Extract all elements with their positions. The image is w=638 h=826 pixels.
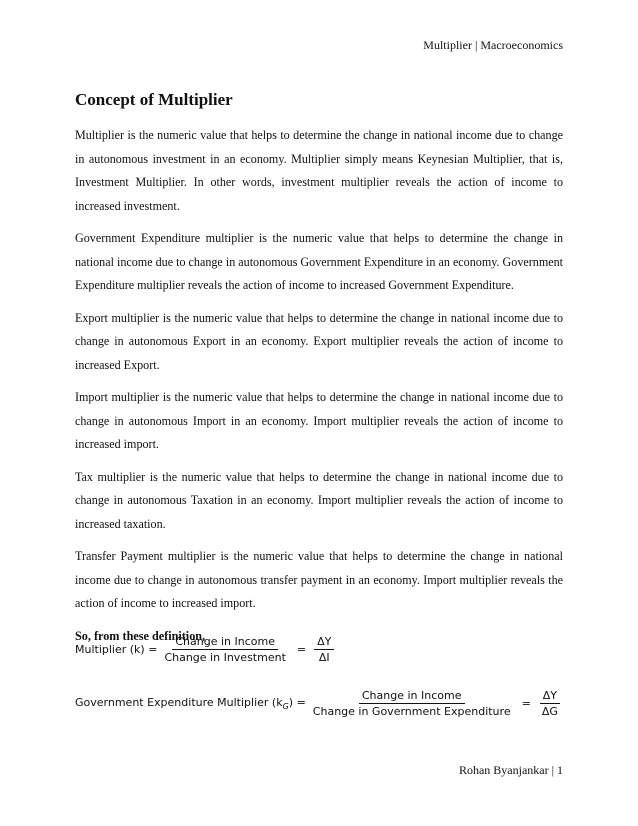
formula-label: Multiplier (k) =	[75, 643, 158, 656]
formula-fraction-delta	[314, 635, 334, 664]
formula-investment-multiplier	[75, 635, 338, 664]
paragraph-tax-multiplier: Tax multiplier is the numeric value that helps to determine the change in national income due to change in autonomous Taxation in an economy. Import multiplier reveals the action of income to increased taxation.	[75, 469, 563, 531]
formula-delta-denominator: ΔG	[541, 705, 558, 718]
formula-fraction-words	[310, 689, 514, 718]
formula-delta-numerator: ΔY	[540, 689, 560, 704]
formula-denominator: Change in Investment	[164, 651, 286, 664]
formula-fraction-delta	[539, 689, 561, 718]
formula-label: Government Expenditure Multiplier $(k_G)$ =	[75, 695, 306, 712]
formula-equals: =	[296, 643, 307, 656]
formula-delta-numerator: ΔY	[314, 635, 334, 650]
formula-government-multiplier	[75, 689, 565, 718]
paragraph-export-multiplier: Export multiplier is the numeric value that helps to determine the change in national income due to change in autonomous Export in an economy. Export multiplier reveals the action of income to increased Export.	[75, 310, 563, 372]
formula-equals: =	[521, 697, 531, 710]
page-footer: Rohan Byanjankar | 1	[458, 763, 563, 777]
formula-delta-denominator: ΔI	[318, 651, 330, 664]
formula-numerator: Change in Income	[359, 689, 465, 704]
formula-denominator: Change in Government Expenditure	[312, 705, 511, 718]
paragraph-government-multiplier: Government Expenditure multiplier is the numeric value that helps to determine the change in national income due to change in autonomous Government Expenditure in an economy. Government Expenditure multiplier reveals the action of income to increased Government Expenditure.	[75, 231, 563, 292]
paragraph-transfer-payment-multiplier: Transfer Payment multiplier is the numeric value that helps to determine the change in national income due to change in autonomous transfer payment in an economy. Import multiplier reveals the action of income to increased import.	[75, 549, 563, 610]
formula-numerator: Change in Income	[172, 635, 278, 650]
definitions-lead-in: So, from these definition,	[75, 628, 206, 643]
formula-subscript: G	[282, 702, 289, 712]
paragraph-investment-multiplier: Multiplier is the numeric value that helps to determine the change in national income due to change in autonomous investment in an economy. Multiplier simply means Keynesian Multiplier, that is, Investment Multiplier. In other words, investment multiplier reveals the action of income to increased investment.	[75, 128, 563, 213]
document-body	[75, 124, 563, 657]
page-header: Multiplier | Macroeconomics	[423, 38, 563, 52]
section-title: Concept of Multiplier	[75, 90, 233, 109]
paragraph-import-multiplier: Import multiplier is the numeric value that helps to determine the change in national income due to change in autonomous Import in an economy. Import multiplier reveals the action of income to increased import.	[75, 390, 563, 451]
formula-fraction-words	[161, 635, 288, 664]
